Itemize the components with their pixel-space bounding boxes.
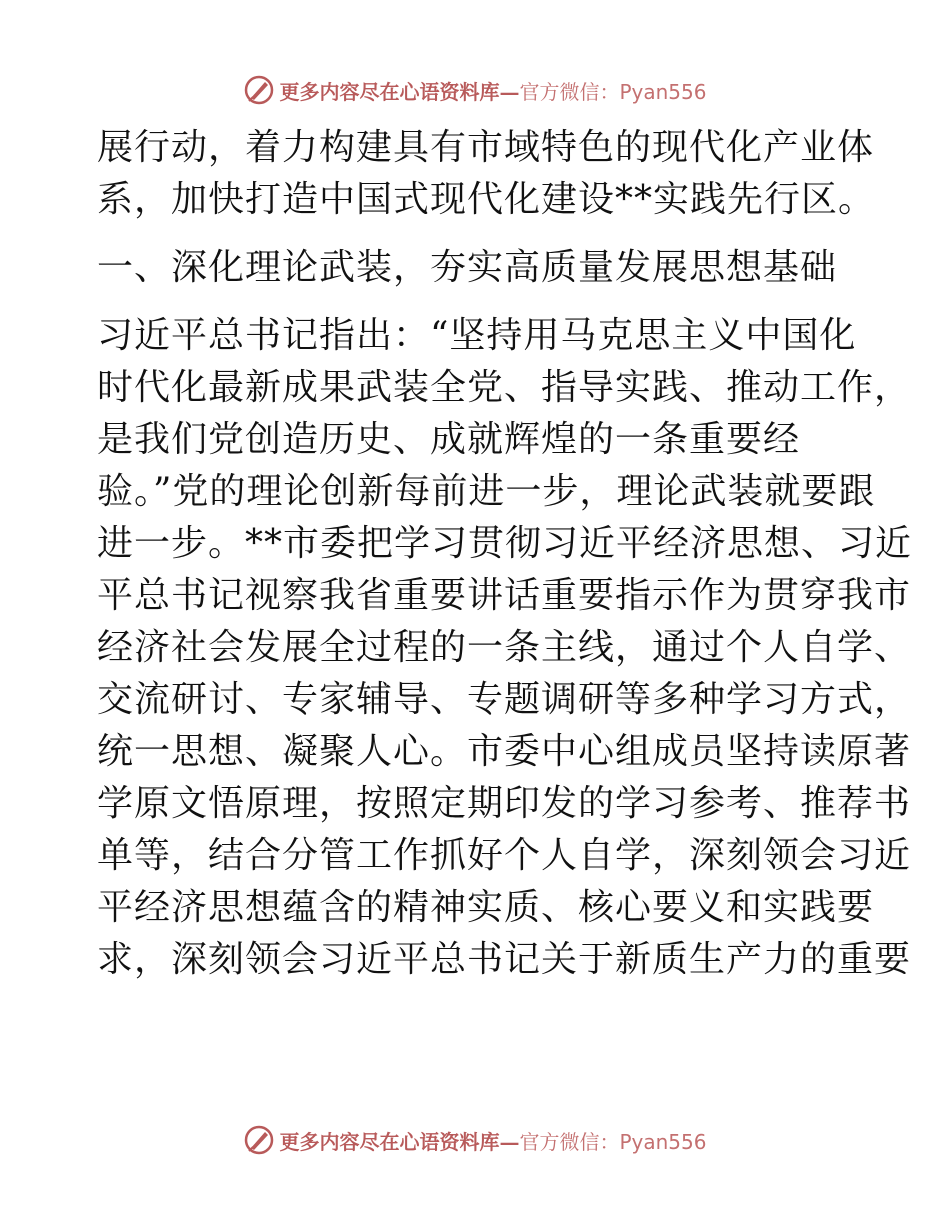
paragraph-line: 单等，结合分管工作抓好个人自学，深刻领会习近 [97, 835, 912, 876]
paragraph-line: 进一步。**市委把学习贯彻习近平经济思想、习近 [97, 523, 913, 564]
paragraph-line: 经济社会发展全过程的一条主线，通过个人自学、 [97, 627, 912, 668]
paragraph-line: 平经济思想蕴含的精神实质、核心要义和实践要 [97, 887, 875, 928]
paragraph-line: 学原文悟原理，按照定期印发的学习参考、推荐书 [97, 783, 912, 824]
paragraph-line: 习近平总书记指出：“坚持用马克思主义中国化 [97, 315, 857, 356]
section-heading: 一、深化理论武装，夯实高质量发展思想基础 [97, 247, 838, 288]
footer-banner-text: 更多内容尽在心语资料库— [279, 1129, 520, 1154]
paragraph-line: 求，深刻领会习近平总书记关于新质生产力的重要 [97, 939, 912, 980]
paragraph-line: 交流研讨、专家辅导、专题调研等多种学习方式， [97, 679, 912, 720]
header-banner-text: 更多内容尽在心语资料库— [279, 79, 520, 104]
paragraph-line: 平总书记视察我省重要讲话重要指示作为贯穿我市 [97, 575, 912, 616]
paragraph-line: 统一思想、凝聚人心。市委中心组成员坚持读原著 [97, 731, 912, 772]
paragraph-line: 是我们党创造历史、成就辉煌的一条重要经 [97, 419, 801, 460]
quill-logo-icon [243, 1124, 275, 1156]
paragraph-line: 展行动，着力构建具有市域特色的现代化产业体 [97, 127, 875, 168]
header-wechat-text: 官方微信：Pyan556 [519, 79, 707, 104]
footer-wechat-text: 官方微信：Pyan556 [519, 1129, 707, 1154]
header-banner [0, 70, 950, 110]
footer-banner [0, 1120, 950, 1160]
quill-logo-icon [243, 74, 275, 106]
paragraph-line: 时代化最新成果武装全党、指导实践、推动工作， [97, 367, 912, 408]
document-body [97, 122, 913, 986]
paragraph-line: 系，加快打造中国式现代化建设**实践先行区。 [97, 179, 876, 220]
paragraph-line: 验。”党的理论创新每前进一步，理论武装就要跟 [97, 471, 876, 512]
